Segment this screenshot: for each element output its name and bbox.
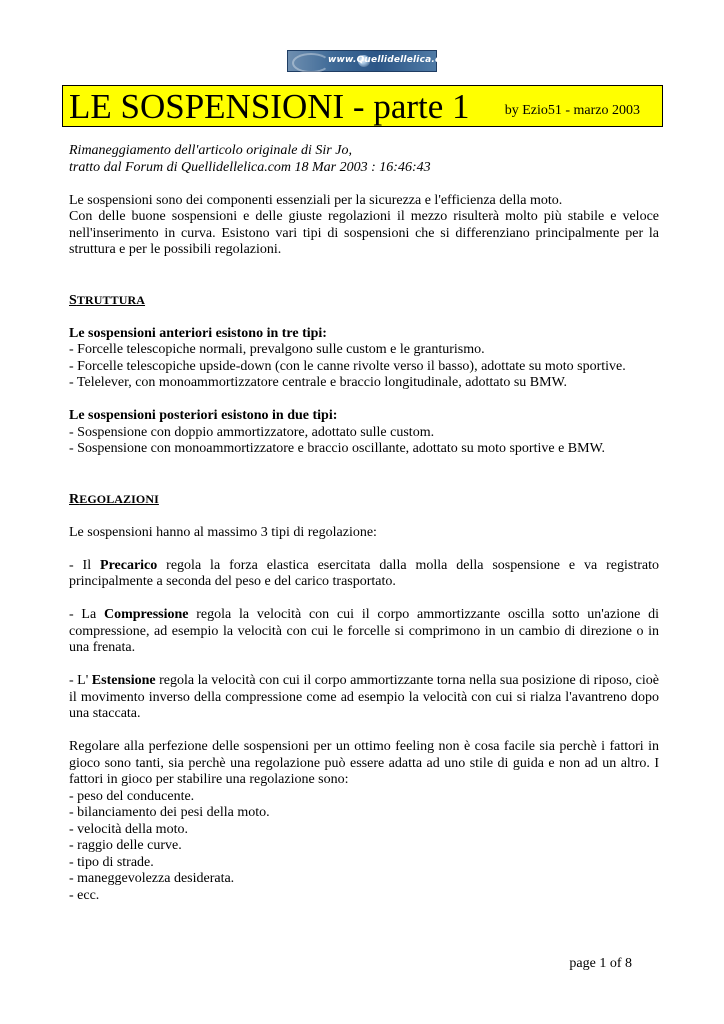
- list-item: - Telelever, con monoammortizzatore centrale e braccio longitudinale, adottato su BMW.: [69, 375, 568, 390]
- regolazioni-intro: Le sospensioni hanno al massimo 3 tipi di regolazione:: [69, 524, 377, 540]
- document-body: [69, 143, 659, 904]
- list-item: - bilanciamento dei pesi della moto.: [69, 805, 270, 820]
- title-box: [62, 85, 663, 127]
- section-heading-struttura: STRUTTURA: [69, 292, 146, 308]
- paragraph-1-line-1: Le sospensioni sono dei componenti essenziali per la sicurezza e l'efficienza della moto.: [69, 192, 563, 208]
- section-heading-regolazioni: REGOLAZIONI: [69, 491, 159, 507]
- logo-text: www.Quellidellelica.com: [328, 55, 457, 65]
- precarico-paragraph: - Il Precarico regola la forza elastica esercitata dalla molla della sospensione e va registrato principalmente a seconda del peso e del carico trasportato.: [69, 557, 659, 589]
- compressione-paragraph: - La Compressione regola la velocità con cui il corpo ammortizzante oscilla sotto un'azione di compressione, ad esempio la velocità con cui le forcelle si comprimono in un cambio di direzione o in una frenata.: [69, 607, 659, 655]
- page-title: LE SOSPENSIONI - parte 1: [69, 87, 470, 126]
- list-item: - maneggevolezza desiderata.: [69, 871, 235, 886]
- conclusion-paragraph: Regolare alla perfezione delle sospensioni per un ottimo feeling non è cosa facile sia perchè i fattori in gioco sono tanti, sia perchè una regolazione può essere adatta ad uno stile di guida e non ad un altro. I fattori in gioco per stabilire una regolazione sono:: [69, 739, 659, 787]
- list-item: - Forcelle telescopiche normali, prevalgono sulle custom e le granturismo.: [69, 342, 485, 357]
- intro-line-2: tratto dal Forum di Quellidellelica.com 18 Mar 2003 : 16:46:43: [69, 159, 431, 175]
- list-item: - Sospensione con doppio ammortizzatore, adottato sulle custom.: [69, 424, 435, 440]
- anteriori-title: Le sospensioni anteriori esistono in tre tipi:: [69, 325, 327, 341]
- list-item: - ecc.: [69, 887, 100, 903]
- list-item: - velocità della moto.: [69, 821, 188, 837]
- site-logo: [287, 50, 457, 72]
- intro-line-1: Rimaneggiamento dell'articolo originale di Sir Jo,: [69, 143, 352, 158]
- list-item: - raggio delle curve.: [69, 838, 182, 853]
- list-item: - Sospensione con monoammortizzatore e braccio oscillante, adottato su moto sportive e BMW.: [69, 441, 606, 456]
- logo-swirl-icon: [292, 53, 330, 73]
- paragraph-1-rest: Con delle buone sospensioni e delle giuste regolazioni il mezzo risulterà molto più stabile e veloce nell'inserimento in curva. Esistono vari tipi di sospensioni che si differenziano principalmente per la struttura e per le possibili regolazioni.: [69, 209, 659, 257]
- byline: by Ezio51 - marzo 2003: [504, 103, 640, 118]
- estensione-paragraph: - L' Estensione regola la velocità con cui il corpo ammortizzante torna nella sua posizione di riposo, cioè il movimento inverso della compressione come ad esempio la velocità con cui si rialza l'avantreno dopo una staccata.: [69, 673, 659, 721]
- list-item: - tipo di strade.: [69, 854, 154, 870]
- list-item: - peso del conducente.: [69, 788, 195, 804]
- list-item: - Forcelle telescopiche upside-down (con le canne rivolte verso il basso), adottate su moto sportive.: [69, 358, 626, 374]
- page-number: page 1 of 8: [569, 956, 632, 971]
- posteriori-title: Le sospensioni posteriori esistono in due tipi:: [69, 408, 338, 423]
